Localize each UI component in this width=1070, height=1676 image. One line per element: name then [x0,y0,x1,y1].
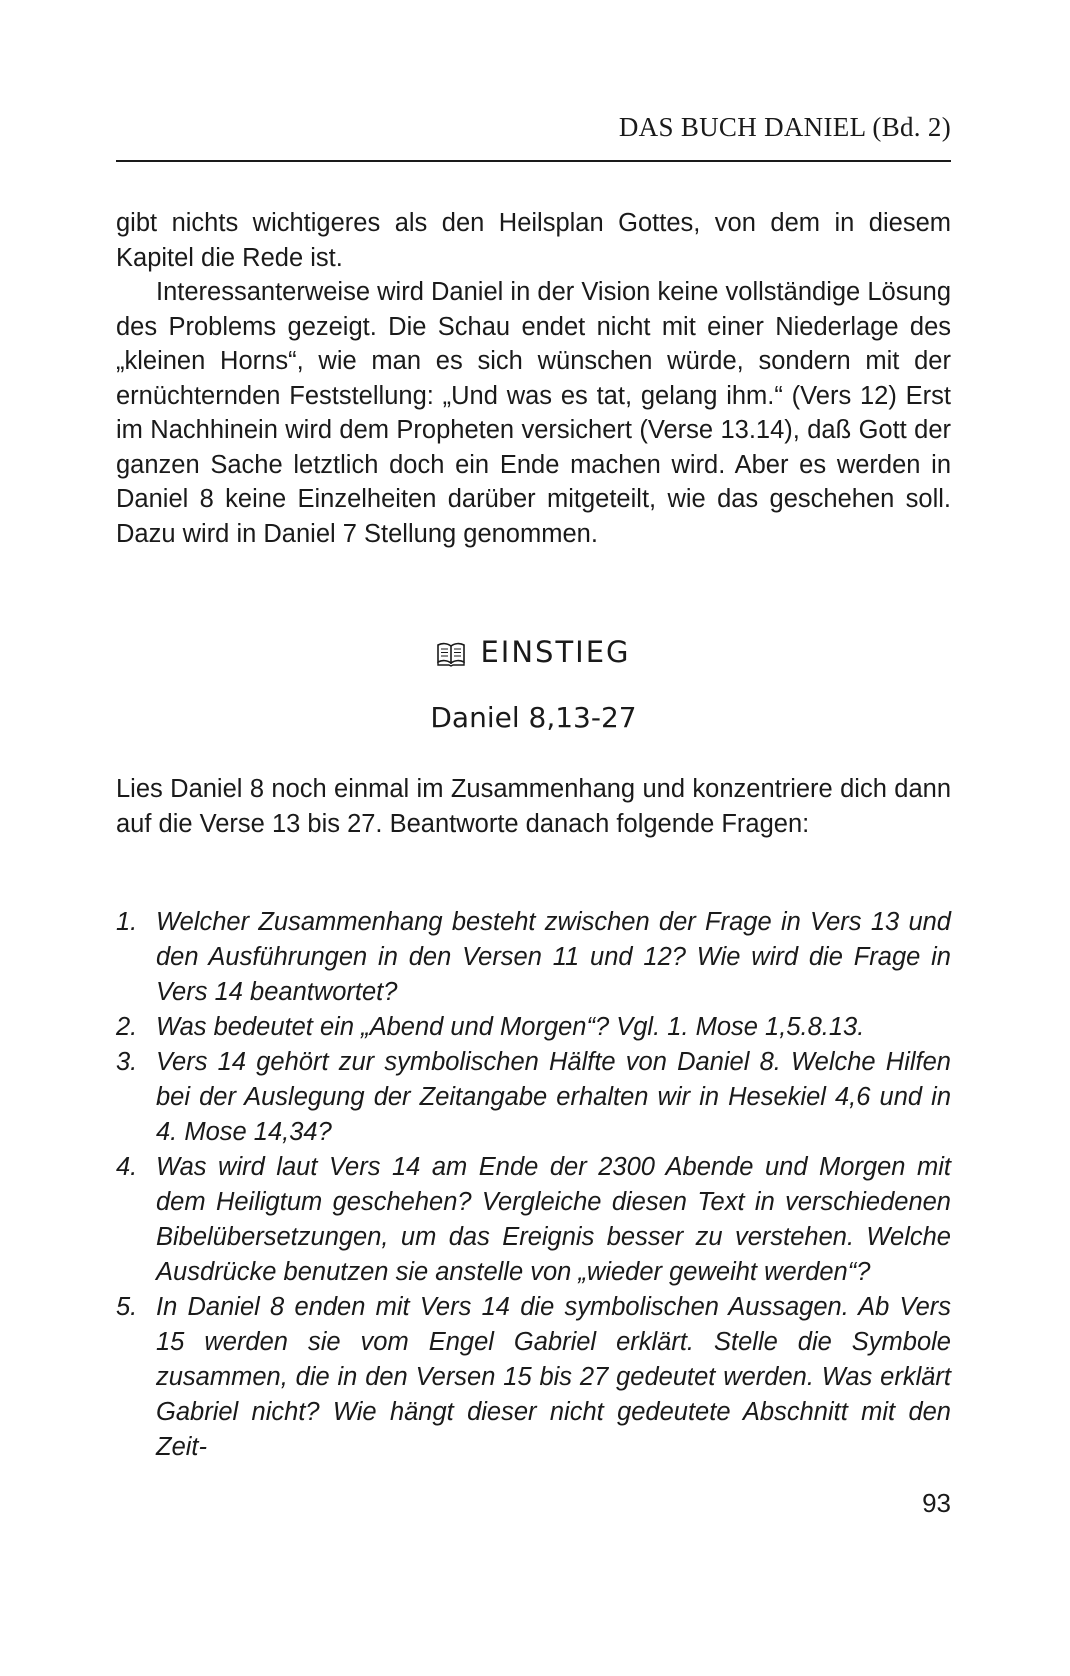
running-head: DAS BUCH DANIEL (Bd. 2) [618,112,951,142]
list-item [116,1045,951,1150]
question-number: 3. [116,1048,138,1076]
question-list [116,905,951,1465]
question-text: In Daniel 8 enden mit Vers 14 die symbolischen Aussagen. Ab Vers 15 werden sie vom Engel Gabriel erklärt. Stelle die Symbole zusammen, die in den Versen 15 bis 27 gedeutet werden. Was erklärt Gabriel nicht? Wie hängt dieser nicht gedeutete Abschnitt mit den Zeit- [156,1293,951,1461]
list-item [116,1010,951,1045]
question-text: Was bedeutet ein „Abend und Morgen“? Vgl. 1. Mose 1,5.8.13. [156,1013,865,1041]
header-rule [116,160,951,162]
book-page [116,0,951,1676]
paragraph-continuation: gibt nichts wichtigeres als den Heilsplan Gottes, von dem in diesem Kapitel die Rede ist. [116,209,951,272]
section-title: EINSTIEG [480,635,631,669]
intro-paragraph: Lies Daniel 8 noch einmal im Zusammenhang und konzentriere dich dann auf die Verse 13 bis 27. Beantworte danach folgende Fragen: [116,775,951,838]
passage-reference: Daniel 8,13-27 [430,701,637,734]
question-text: Was wird laut Vers 14 am Ende der 2300 Abende und Morgen mit dem Heiligtum geschehen? Vergleiche diesen Text in verschiedenen Bibelübersetzungen, um das Ereignis besser zu verstehen. Welche Ausdrücke benutzen sie anstelle von „wieder geweiht werden“? [156,1153,951,1286]
question-text: Vers 14 gehört zur symbolischen Hälfte von Daniel 8. Welche Hilfen bei der Auslegung der Zeitangabe erhalten wir in Hesekiel 4,6 und in 4. Mose 14,34? [156,1048,951,1146]
list-item [116,1150,951,1290]
question-number: 2. [116,1013,138,1041]
question-number: 5. [116,1293,138,1321]
list-item [116,1290,951,1465]
open-book-icon [436,641,466,667]
paragraph-main: Interessanterweise wird Daniel in der Vision keine vollständige Lösung des Problems gezeigt. Die Schau endet nicht mit einer Niederlage des „kleinen Horns“, wie man es sich wünschen würde, sondern mit der ernüchternden Feststellung: „Und was es tat, gelang ihm.“ (Vers 12) Erst im Nachhinein wird dem Propheten versichert (Verse 13.14), daß Gott der ganzen Sache letztlich doch ein Ende machen wird. Aber es werden in Daniel 8 keine Einzelheiten darüber mitgeteilt, wie das geschehen soll. Dazu wird in Daniel 7 Stellung genommen. [116,278,951,548]
list-item [116,905,951,1010]
question-text: Welcher Zusammenhang besteht zwischen der Frage in Vers 13 und den Ausführungen in den Versen 11 und 12? Wie wird die Frage in Vers 14 beantwortet? [156,908,951,1006]
question-number: 4. [116,1153,138,1181]
question-number: 1. [116,908,138,936]
page-number: 93 [922,1488,951,1518]
section-heading [116,634,951,670]
